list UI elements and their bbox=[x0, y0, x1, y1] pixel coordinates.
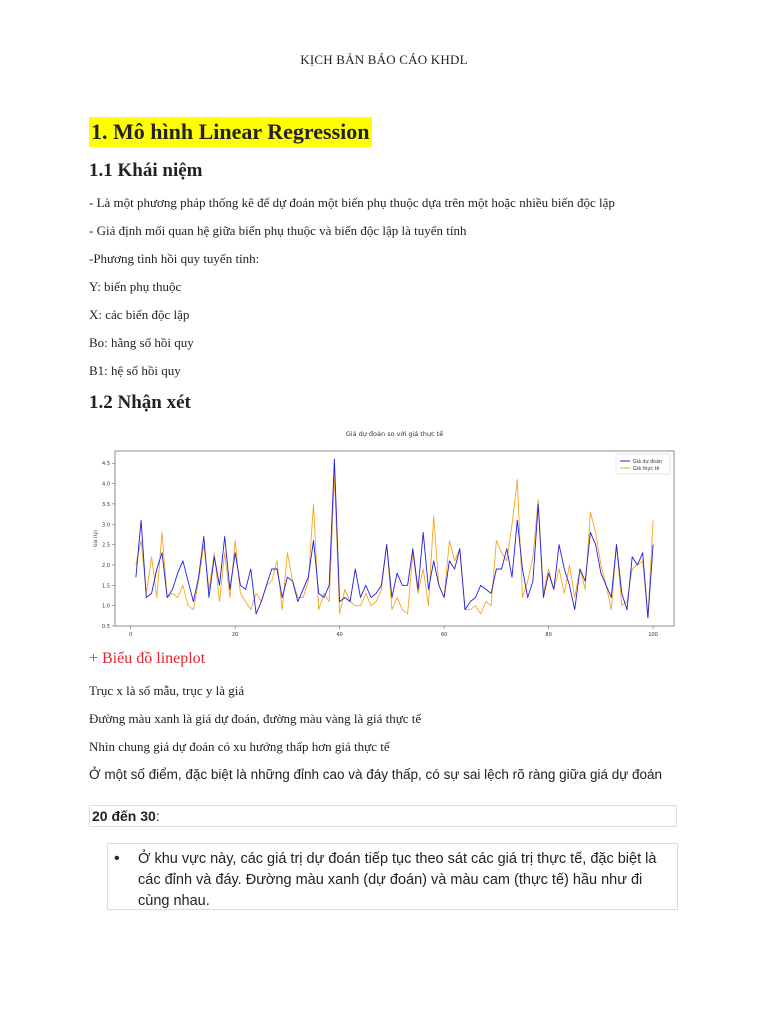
bullet-box bbox=[107, 843, 678, 910]
lineplot-heading: + Biểu đồ lineplot bbox=[89, 650, 206, 667]
y-tick-label: 0.5 bbox=[102, 624, 110, 630]
concept-line: - Giả định mối quan hệ giữa biến phụ thuộc và biến độc lập là tuyến tính bbox=[89, 223, 467, 238]
legend-label: Giá dự đoán bbox=[633, 459, 663, 465]
subsection-heading-concept: 1.1 Khái niệm bbox=[89, 160, 203, 181]
x-tick-label: 40 bbox=[336, 632, 343, 638]
y-tick-label: 4.5 bbox=[102, 461, 110, 468]
range-heading bbox=[92, 808, 160, 824]
remark-line: Ở một số điểm, đặc biệt là những đỉnh cao và đáy thấp, có sự sai lệch rõ ràng giữa giá dự đoán bbox=[89, 767, 663, 782]
y-tick-label: 1.5 bbox=[102, 583, 110, 590]
x-tick-label: 60 bbox=[440, 632, 448, 638]
y-axis-label: Giá (tỷ) bbox=[94, 530, 99, 547]
x-tick-label: 20 bbox=[231, 632, 239, 638]
lineplot-chart bbox=[89, 424, 679, 642]
remark-line: Nhìn chung giá dự đoán có xu hướng thấp hơn giá thực tế bbox=[89, 739, 390, 754]
bullet-dot-icon: • bbox=[114, 850, 120, 867]
x-tick-label: 100 bbox=[648, 632, 658, 638]
lineplot-svg bbox=[89, 424, 679, 642]
concept-line: X: các biến độc lập bbox=[89, 307, 190, 322]
y-tick-label: 2.0 bbox=[102, 562, 110, 569]
series-line-actual bbox=[136, 475, 653, 618]
y-tick-label: 2.5 bbox=[102, 542, 110, 549]
concept-line: Bo: hằng số hồi quy bbox=[89, 335, 194, 350]
y-tick-label: 3.0 bbox=[102, 522, 110, 529]
x-tick-label: 80 bbox=[545, 632, 552, 638]
section-heading-linear-regression: 1. Mô hình Linear Regression bbox=[89, 117, 372, 147]
document-title: KỊCH BẢN BÁO CÁO KHDL bbox=[300, 52, 468, 67]
range-heading-box bbox=[89, 805, 677, 827]
concept-line: Y: biến phụ thuộc bbox=[89, 279, 182, 294]
remark-line: Trục x là số mẫu, trục y là giá bbox=[89, 683, 245, 698]
range-colon: : bbox=[155, 808, 160, 824]
y-tick-label: 4.0 bbox=[102, 481, 110, 488]
x-tick-label: 0 bbox=[129, 632, 133, 638]
concept-line: B1: hệ số hồi quy bbox=[89, 363, 181, 378]
remark-line: Đường màu xanh là giá dự đoán, đường màu vàng là giá thực tế bbox=[89, 711, 422, 726]
chart-title: Giá dự đoán so với giá thực tế bbox=[345, 430, 444, 438]
y-tick-label: 1.0 bbox=[102, 603, 110, 610]
concept-line: - Là một phương pháp thống kê để dự đoán một biến phụ thuộc dựa trên một hoặc nhiều biến độc lập bbox=[89, 195, 615, 210]
subsection-heading-remarks: 1.2 Nhận xét bbox=[89, 392, 191, 413]
concept-line: -Phương tình hồi quy tuyến tính: bbox=[89, 251, 260, 266]
bullet-text: Ở khu vực này, các giá trị dự đoán tiếp tục theo sát các giá trị thực tế, đặc biệt là các đỉnh và đáy. Đường màu xanh (dự đoán) và màu cam (thực tế) hầu như đi cùng nhau. bbox=[138, 851, 657, 909]
legend-label: Giá thực tế bbox=[633, 466, 660, 472]
range-label: 20 đến 30 bbox=[92, 808, 156, 824]
y-tick-label: 3.5 bbox=[102, 501, 110, 508]
